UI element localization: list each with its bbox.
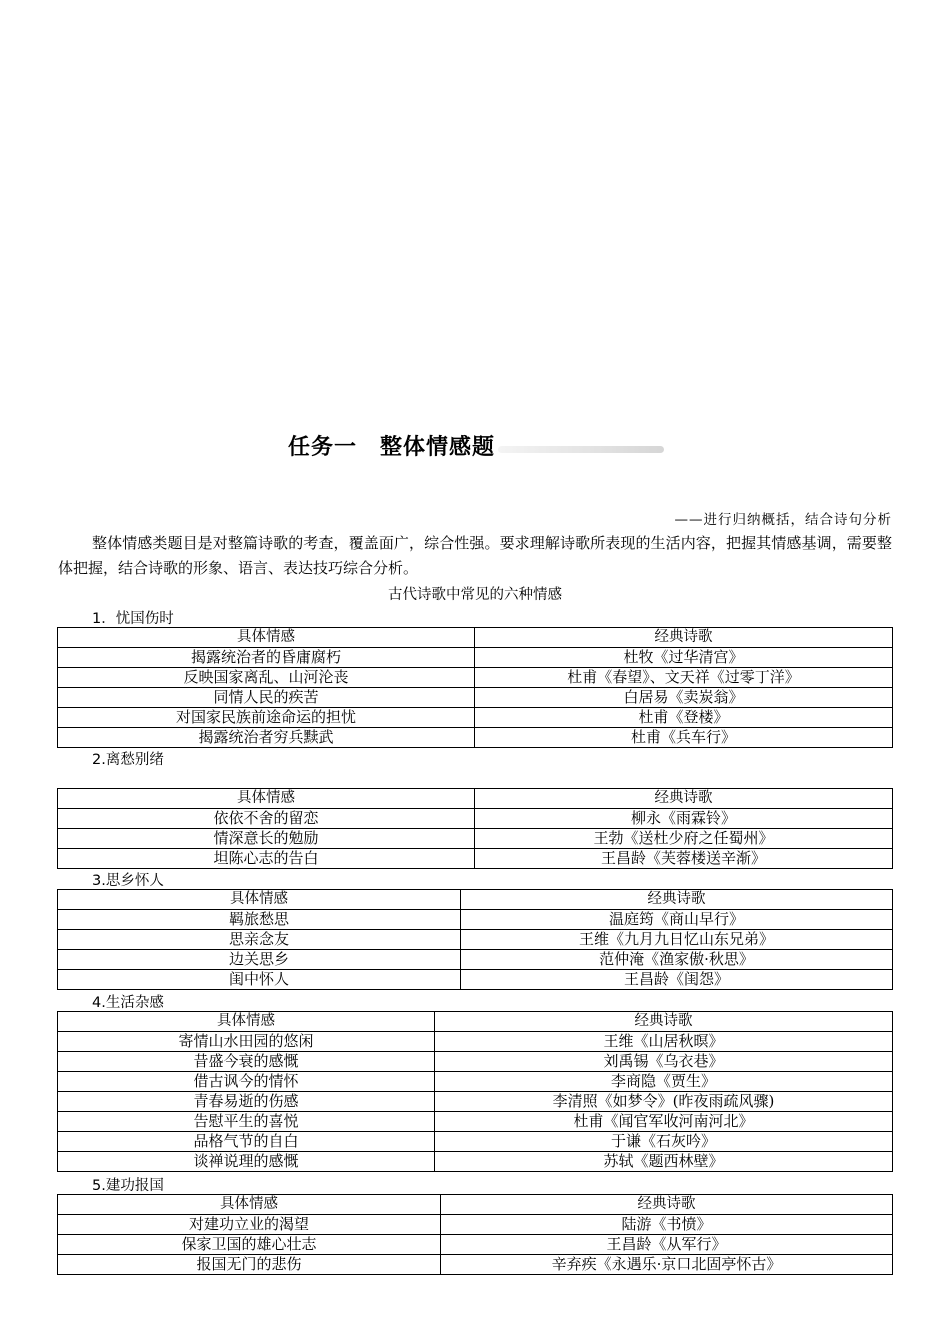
emotion-cell: 边关思乡 xyxy=(58,950,461,970)
emotion-table-2 xyxy=(57,788,893,869)
table-heading: 古代诗歌中常见的六种情感 xyxy=(388,587,562,603)
emotion-table-5 xyxy=(57,1194,893,1275)
table-row xyxy=(58,809,893,829)
table-row xyxy=(58,728,893,748)
poem-cell: 王勃《送杜少府之任蜀州》 xyxy=(475,829,893,849)
table-row xyxy=(58,1112,893,1132)
poem-cell: 于谦《石灰吟》 xyxy=(435,1132,893,1152)
table-row xyxy=(58,849,893,869)
poem-cell: 杜甫《兵车行》 xyxy=(475,728,893,748)
table-row xyxy=(58,930,893,950)
header-emotion: 具体情感 xyxy=(58,1195,441,1215)
table-header-row xyxy=(58,789,893,809)
emotion-cell: 坦陈心志的告白 xyxy=(58,849,475,869)
header-emotion: 具体情感 xyxy=(58,789,475,809)
table-row xyxy=(58,970,893,990)
emotion-cell: 羁旅愁思 xyxy=(58,910,461,930)
emotion-cell: 揭露统治者穷兵黩武 xyxy=(58,728,475,748)
table-row xyxy=(58,910,893,930)
intro-paragraph: 整体情感类题目是对整篇诗歌的考查，覆盖面广，综合性强。要求理解诗歌所表现的生活内容，把握其情感基调，需要整体把握，结合诗歌的形象、语言、表达技巧综合分析。 xyxy=(58,534,892,577)
emotion-cell: 对建功立业的渴望 xyxy=(58,1215,441,1235)
table-row xyxy=(58,1255,893,1275)
poem-cell: 王昌龄《芙蓉楼送辛渐》 xyxy=(475,849,893,869)
emotion-cell: 品格气节的自白 xyxy=(58,1132,435,1152)
table-row xyxy=(58,1215,893,1235)
emotion-cell: 情深意长的勉励 xyxy=(58,829,475,849)
emotion-cell: 同情人民的疾苦 xyxy=(58,688,475,708)
table-row xyxy=(58,668,893,688)
table-row xyxy=(58,829,893,849)
table-row xyxy=(58,1072,893,1092)
table-row xyxy=(58,1235,893,1255)
header-emotion: 具体情感 xyxy=(58,1012,435,1032)
poem-cell: 温庭筠《商山早行》 xyxy=(461,910,893,930)
section-heading: 2.离愁别绪 xyxy=(92,752,164,768)
header-poem: 经典诗歌 xyxy=(475,628,893,648)
poem-cell: 白居易《卖炭翁》 xyxy=(475,688,893,708)
poem-cell: 陆游《书愤》 xyxy=(441,1215,893,1235)
emotion-cell: 保家卫国的雄心壮志 xyxy=(58,1235,441,1255)
poem-cell: 苏轼《题西林壁》 xyxy=(435,1152,893,1172)
subtitle: ——进行归纳概括，结合诗句分析 xyxy=(674,512,892,528)
emotion-cell: 青春易逝的伤感 xyxy=(58,1092,435,1112)
emotion-table-3 xyxy=(57,889,893,990)
emotion-cell: 昔盛今衰的感慨 xyxy=(58,1052,435,1072)
table-row xyxy=(58,708,893,728)
poem-cell: 杜牧《过华清宫》 xyxy=(475,648,893,668)
poem-cell: 杜甫《登楼》 xyxy=(475,708,893,728)
header-emotion: 具体情感 xyxy=(58,628,475,648)
poem-cell: 李清照《如梦令》(昨夜雨疏风骤) xyxy=(435,1092,893,1112)
emotion-cell: 谈禅说理的感慨 xyxy=(58,1152,435,1172)
emotion-cell: 依依不舍的留恋 xyxy=(58,809,475,829)
poem-cell: 杜甫《春望》、文天祥《过零丁洋》 xyxy=(475,668,893,688)
header-emotion: 具体情感 xyxy=(58,890,461,910)
title-block xyxy=(288,430,668,462)
table-row xyxy=(58,1032,893,1052)
header-poem: 经典诗歌 xyxy=(461,890,893,910)
section-heading: 1．忧国伤时 xyxy=(92,611,174,627)
table-row xyxy=(58,1052,893,1072)
emotion-cell: 反映国家离乱、山河沦丧 xyxy=(58,668,475,688)
table-header-row xyxy=(58,1012,893,1032)
emotion-cell: 告慰平生的喜悦 xyxy=(58,1112,435,1132)
page-title: 任务一 整体情感题 xyxy=(288,435,496,460)
header-poem: 经典诗歌 xyxy=(435,1012,893,1032)
poem-cell: 辛弃疾《永遇乐·京口北固亭怀古》 xyxy=(441,1255,893,1275)
header-poem: 经典诗歌 xyxy=(475,789,893,809)
poem-cell: 王昌龄《闺怨》 xyxy=(461,970,893,990)
table-row xyxy=(58,1152,893,1172)
poem-cell: 王维《山居秋暝》 xyxy=(435,1032,893,1052)
table-header-row xyxy=(58,890,893,910)
title-decoration-bar xyxy=(498,446,664,453)
emotion-table-1 xyxy=(57,627,893,748)
section-heading: 5.建功报国 xyxy=(92,1178,164,1194)
header-poem: 经典诗歌 xyxy=(441,1195,893,1215)
table-row xyxy=(58,1132,893,1152)
table-header-row xyxy=(58,1195,893,1215)
section-heading: 4.生活杂感 xyxy=(92,995,164,1011)
emotion-table-4 xyxy=(57,1011,893,1172)
table-row xyxy=(58,1092,893,1112)
emotion-cell: 揭露统治者的昏庸腐朽 xyxy=(58,648,475,668)
poem-cell: 王昌龄《从军行》 xyxy=(441,1235,893,1255)
poem-cell: 杜甫《闻官军收河南河北》 xyxy=(435,1112,893,1132)
poem-cell: 刘禹锡《乌衣巷》 xyxy=(435,1052,893,1072)
section-heading: 3.思乡怀人 xyxy=(92,873,164,889)
emotion-cell: 报国无门的悲伤 xyxy=(58,1255,441,1275)
poem-cell: 王维《九月九日忆山东兄弟》 xyxy=(461,930,893,950)
table-row xyxy=(58,648,893,668)
poem-cell: 柳永《雨霖铃》 xyxy=(475,809,893,829)
table-row xyxy=(58,688,893,708)
emotion-cell: 对国家民族前途命运的担忧 xyxy=(58,708,475,728)
emotion-cell: 闺中怀人 xyxy=(58,970,461,990)
emotion-cell: 寄情山水田园的悠闲 xyxy=(58,1032,435,1052)
table-header-row xyxy=(58,628,893,648)
poem-cell: 范仲淹《渔家傲·秋思》 xyxy=(461,950,893,970)
table-row xyxy=(58,950,893,970)
emotion-cell: 借古讽今的情怀 xyxy=(58,1072,435,1092)
emotion-cell: 思亲念友 xyxy=(58,930,461,950)
poem-cell: 李商隐《贾生》 xyxy=(435,1072,893,1092)
